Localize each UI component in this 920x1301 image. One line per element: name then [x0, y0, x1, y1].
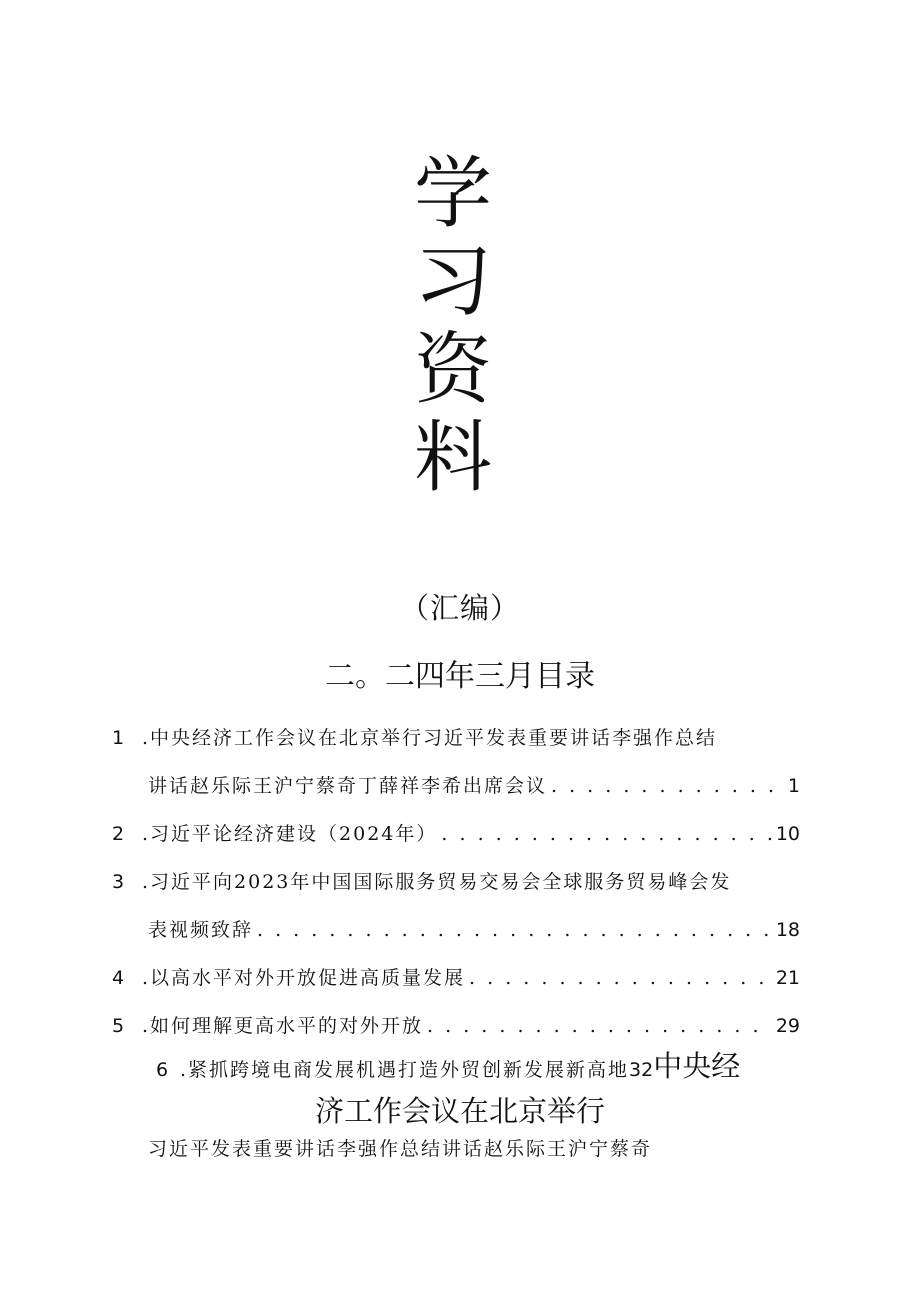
entry-number: 1 [112, 727, 125, 749]
page-number: 32 [629, 1059, 654, 1081]
inline-heading-start: 中央经 [653, 1049, 741, 1083]
leader-dots [551, 774, 784, 798]
entry-title: .紧抓跨境电商发展机遇打造外贸创新发展新高地 [180, 1059, 630, 1081]
title-char: 学 [413, 149, 492, 239]
entry-number: 4 [112, 967, 125, 989]
entry-number: 2 [112, 823, 125, 845]
entry-number: 6 [156, 1059, 169, 1081]
page-number: 21 [775, 967, 800, 989]
body-text-start: 习近平发表重要讲话李强作总结讲话赵乐际王沪宁蔡奇 [148, 1138, 653, 1160]
toc-entry-4[interactable] [112, 966, 800, 990]
page-number: 1 [787, 775, 800, 797]
entry-title-cont: 讲话赵乐际王沪宁蔡奇丁薛祥李希出席会议 [148, 775, 548, 797]
toc-heading: 二。二四年三月目录 [325, 659, 595, 694]
subtitle: （汇编） [399, 591, 520, 625]
page-number: 18 [775, 919, 800, 941]
title-char: 习 [413, 237, 492, 327]
leader-dots [469, 966, 772, 990]
toc-entry-5[interactable] [112, 1014, 800, 1038]
entry-title: .以高水平对外开放促进高质量发展 [142, 967, 466, 989]
leader-dots [257, 918, 772, 942]
title-char: 料 [413, 413, 492, 503]
toc-entry-2[interactable] [112, 822, 800, 846]
entry-number: 5 [112, 1015, 125, 1037]
section-heading: 济工作会议在北京举行 [314, 1094, 605, 1128]
leader-dots [427, 1014, 772, 1038]
title-char: 资 [413, 325, 492, 415]
page-number: 10 [775, 823, 800, 845]
entry-title: .中央经济工作会议在北京举行习近平发表重要讲话李强作总结 [142, 727, 718, 749]
leader-dots [441, 822, 771, 846]
vertical-title [408, 150, 498, 502]
toc-entry-6[interactable] [156, 1049, 796, 1083]
entry-number: 3 [112, 871, 125, 893]
toc-entry-3-line2[interactable] [148, 918, 800, 942]
entry-title-cont: 表视频致辞 [148, 919, 254, 941]
entry-title: .习近平向2023年中国国际服务贸易交易会全球服务贸易峰会发 [142, 871, 732, 893]
entry-title: .习近平论经济建设（2024年） [142, 823, 438, 845]
page-number: 29 [775, 1015, 800, 1037]
toc-entry-3-line1[interactable] [112, 870, 812, 894]
entry-title: .如何理解更高水平的对外开放 [142, 1015, 424, 1037]
toc-entry-1-line2[interactable] [148, 774, 800, 798]
toc-entry-1-line1[interactable] [112, 726, 812, 750]
